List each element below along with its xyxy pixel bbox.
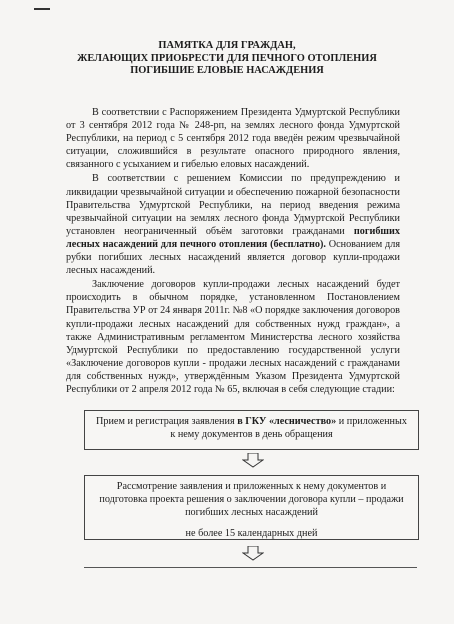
paragraph-2-start: В соответствии с решением Комиссии по предупреждению и ликвидации чрезвычайной ситуации и обеспечению пожарной безопасности Правительства Удмуртской Республики, на период введения режима чрезвычайной ситуации на землях лесного фонда Удмуртской Республики установлен неограниченный объём заготовки гражданами (66, 173, 400, 237)
step-2-term: не более 15 календарных дней (185, 528, 318, 539)
dash-mark (34, 8, 50, 10)
step-1-box (84, 410, 419, 450)
next-step-box-edge (84, 567, 417, 568)
step-2-text (85, 476, 418, 540)
down-arrow-icon (242, 546, 264, 561)
step-2-box (84, 475, 419, 540)
paragraph-2 (66, 172, 400, 277)
down-arrow-icon (242, 453, 264, 468)
paragraph-3: Заключение договоров купли-продажи лесных насаждений будет происходить в обычном порядке, установленном Постановлением Правительства УР от 24 января 2011г. №8 «О порядке заключения договоров купли-продажи лесных насаждений для собственных нужд граждан», а также Административным регламентом Министерства лесного хозяйства Удмуртской Республики по предоставлению государственной услуги «Заключение договоров купли - продажи лесных насаждений с гражданами для собственных нужд», утверждённым Указом Президента Удмуртской Республики от 2 апреля 2012 года № 65, включая в себя следующие стадии: (66, 279, 400, 395)
paragraph-1: В соответствии с Распоряжением Президента Удмуртской Республики от 3 сентября 2012 года № 248-рп, на землях лесного фонда Удмуртской Республики, на период с 5 сентября 2012 года введён режим чрезвычайной ситуации, сложившийся в результате опасного природного явления, связанного с усыханием и гибелью еловых насаждений. (66, 107, 400, 171)
step-1-pre: Прием и регистрация заявления (96, 416, 238, 427)
title-line-2: ЖЕЛАЮЩИХ ПРИОБРЕСТИ ДЛЯ ПЕЧНОГО ОТОПЛЕНИЯ (77, 52, 377, 64)
paragraph-2-bold: погибших лесных насаждений для печного отопления (бесплатно). (66, 225, 400, 250)
title-line-1: ПАМЯТКА ДЛЯ ГРАЖДАН, (158, 40, 296, 51)
paragraph-2-end: Основанием для рубки погибших лесных насаждений является договор купли-продажи лесных насаждений. (66, 238, 401, 277)
step-1-post: и приложенных к нему документов в день обращения (170, 416, 407, 440)
step-1-text (85, 411, 418, 441)
title-line-3: ПОГИБШИЕ ЕЛОВЫЕ НАСАЖДЕНИЯ (130, 65, 324, 77)
step-1-bold: в ГКУ «лесничество» (237, 416, 337, 427)
step-2-description: Рассмотрение заявления и приложенных к нему документов и подготовка проекта решения о заключении договора купли – продажи погибших лесных насаждений (99, 481, 404, 518)
memo-title (60, 40, 394, 78)
memo-body (66, 106, 400, 397)
